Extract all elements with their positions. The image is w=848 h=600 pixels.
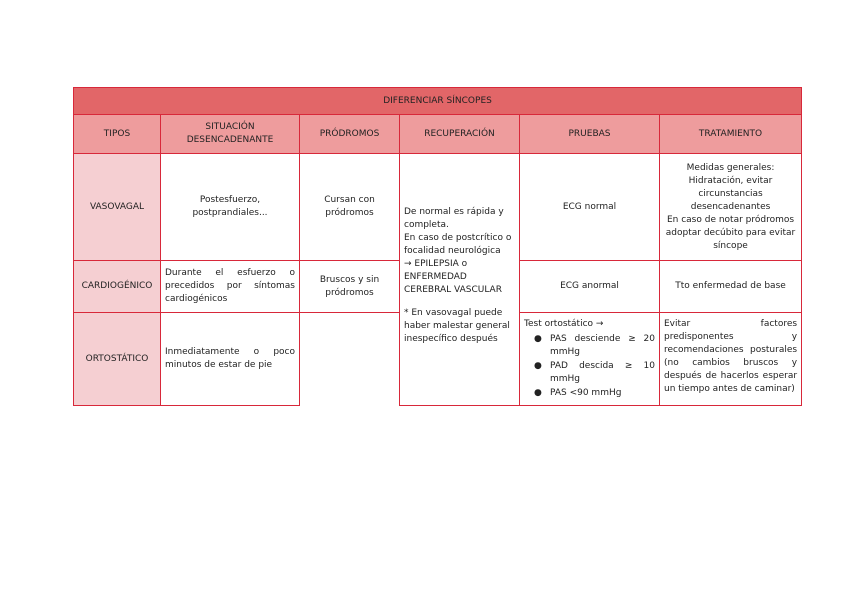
recuperacion-line: → EPILEPSIA o [404,259,468,269]
recuperacion-line: De normal es rápida y [404,207,504,217]
prodromos-cardiogenico: Bruscos y sin pródromos [300,261,400,313]
tratamiento-vasovagal [660,154,802,261]
tratamiento-line: desencadenantes [690,201,771,212]
list-item-text: PAS <90 mmHg [550,388,622,398]
row-label-cardiogenico: CARDIOGÉNICO [74,261,161,313]
tratamiento-ortostatico: Evitar factores predisponentes y recomendaciones posturales (no cambios bruscos y después de hacerlos esperar un tiempo antes de caminar) [660,313,802,406]
header-pruebas: PRUEBAS [520,115,660,154]
tratamiento-line: Hidratación, evitar [688,175,773,186]
recuperacion-line: ENFERMEDAD [404,272,467,282]
prodromos-ortostatico [300,313,400,406]
list-item [534,360,655,386]
header-situacion: SITUACIÓN DESENCADENANTE [161,115,300,154]
list-item-text: PAS desciende ≥ 20 mmHg [550,334,655,357]
situacion-cardiogenico: Durante el esfuerzo o precedidos por síntomas cardiogénicos [161,261,300,313]
pruebas-intro: Test ortostático → [524,319,604,329]
prodromos-vasovagal: Cursan con pródromos [300,154,400,261]
recuperacion-line: CEREBRAL VASCULAR [404,285,502,295]
recuperacion-note-line: * En vasovagal puede [404,308,503,318]
pruebas-list [524,333,655,400]
header-row [74,115,802,154]
tratamiento-line: adoptar decúbito para evitar [665,227,796,238]
recuperacion-line: En caso de postcrítico o [404,233,512,243]
row-label-vasovagal: VASOVAGAL [74,154,161,261]
recuperacion-note-line: inespecífico después [404,334,498,344]
header-prodromos: PRÓDROMOS [300,115,400,154]
tratamiento-line: En caso de notar pródromos [666,214,795,225]
header-tratamiento: TRATAMIENTO [660,115,802,154]
tratamiento-line: circunstancias [698,188,763,199]
table-title: DIFERENCIAR SÍNCOPES [74,88,802,115]
pruebas-ortostatico [520,313,660,406]
situacion-ortostatico: Inmediatamente o poco minutos de estar de pie [161,313,300,406]
recuperacion-line: completa. [404,220,449,230]
tratamiento-cardiogenico: Tto enfermedad de base [660,261,802,313]
list-item [534,387,655,400]
pruebas-vasovagal: ECG normal [520,154,660,261]
pruebas-cardiogenico: ECG anormal [520,261,660,313]
recuperacion-note-line: haber malestar general [404,321,510,331]
bullet-icon: ● [534,361,542,371]
list-item-text: PAD descida ≥ 10 mmHg [550,361,655,384]
header-tipos: TIPOS [74,115,161,154]
list-item [534,333,655,359]
sincope-table [73,87,802,406]
title-row [74,88,802,115]
situacion-vasovagal: Postesfuerzo, postprandiales... [161,154,300,261]
header-recuperacion: RECUPERACIÓN [400,115,520,154]
table-row [74,154,802,261]
bullet-icon: ● [534,334,542,344]
bullet-icon: ● [534,388,542,398]
row-label-ortostatico: ORTOSTÁTICO [74,313,161,406]
recuperacion-line: focalidad neurológica [404,246,501,256]
tratamiento-line: síncope [713,240,748,251]
recuperacion-cell [400,154,520,406]
tratamiento-line: Medidas generales: [686,162,775,173]
recuperacion-gap [404,297,515,307]
